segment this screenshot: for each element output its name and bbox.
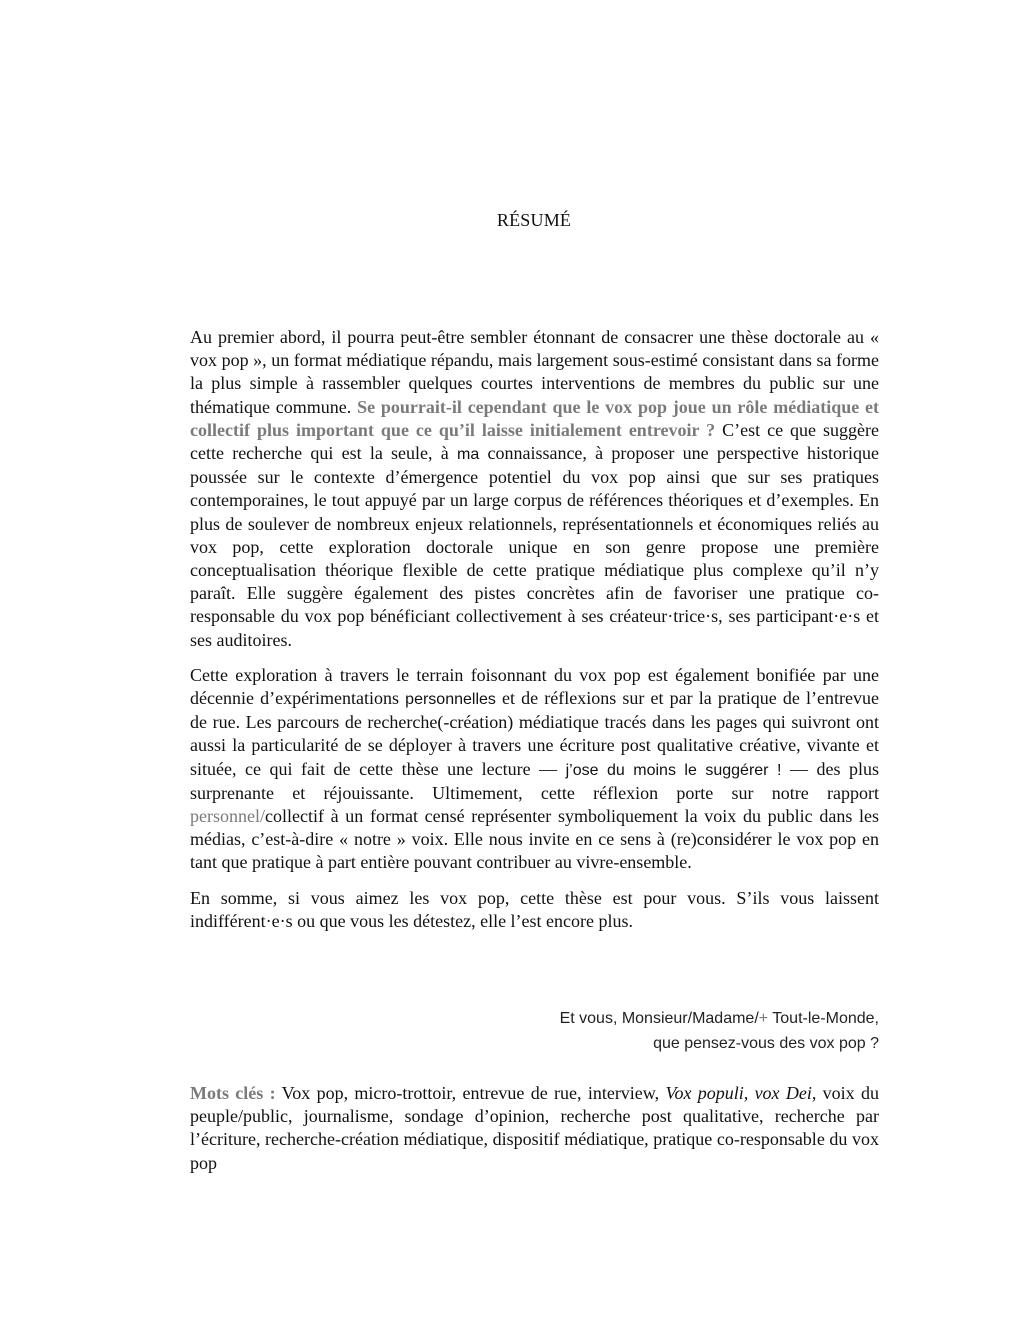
p2-sentence-2: et de réflexions sur et par la pratique de l’entrevue de rue. Les parcours de recherche(-création) médiatique tracés dans les pages qui suivront ont aussi la particularité de se déployer à travers une écriture post qualitative créative, vivante et située, ce qui fait de cette thèse une lecture — [190, 688, 879, 779]
paragraph-2 [190, 664, 879, 875]
abstract-body [190, 326, 879, 945]
keywords-part-2: , voix du peuple/public, journalisme, sondage d’opinion, recherche post qualitative, recherche par l’écriture, recherche-création médiatique, dispositif médiatique, pratique co-responsable du vox pop [190, 1083, 879, 1173]
keywords-italic: Vox populi, vox Dei [665, 1083, 812, 1103]
p1-sentence-1: Au premier abord, il pourra peut-être sembler étonnant de consacrer une thèse doctorale au « vox pop », un format médiatique répandu, mais largement sous-estimé consistant dans sa forme la plus simple à rassembler quelques courtes interventions de membres du public sur une thématique commune. [190, 327, 879, 417]
signoff-plus: + [758, 1010, 769, 1027]
p1-sentence-3: connaissance, à proposer une perspective historique poussée sur le contexte d’émergence potentiel du vox pop ainsi que sur ses pratiques contemporaines, le tout appuyé par un large corpus de références théoriques et d’exemples. En plus de soulever de nombreux enjeux relationnels, représentationnels et économiques reliés au vox pop, cette exploration doctorale unique en son genre propose une première conceptualisation théorique flexible de cette pratique médiatique plus complexe qu’il n’y paraît. Elle suggère également des pistes concrètes afin de favoriser une pratique co-responsable du vox pop bénéficiant collectivement à ses créateur·trice·s, ses participant·e·s et ses auditoires. [190, 443, 879, 650]
signoff-line-1 [190, 1006, 879, 1031]
keywords-part-1: Vox pop, micro-trottoir, entrevue de rue, interview, [275, 1083, 666, 1103]
signoff-line-1-a: Et vous, Monsieur/Madame/ [559, 1010, 759, 1027]
paragraph-3: En somme, si vous aimez les vox pop, cette thèse est pour vous. S’ils vous laissent indifférent·e·s ou que vous les détestez, elle l’est encore plus. [190, 887, 879, 931]
signoff-line-1-b: Tout-le-Monde, [768, 1010, 879, 1027]
p1-sentence-2: C’est ce que suggère cette recherche qui est la seule, à [190, 419, 879, 464]
page-title: RÉSUMÉ [496, 210, 572, 230]
paragraph-1 [190, 326, 879, 652]
p2-sentence-4: collectif à un format censé représenter symboliquement la voix du public dans les médias, c’est-à-dire « notre » voix. Elle nous invite en ce sens à (re)considérer le vox pop en tant que pratique à part entière pouvant contribuer au vivre-ensemble. [190, 806, 879, 873]
p2-aside: j’ose du moins le suggérer ! [565, 761, 782, 779]
p1-highlight-question: Se pourrait-il cependant que le vox pop joue un rôle médiatique et collectif plus important que ce qu’il laisse initialement entrevoir ? [190, 396, 880, 440]
p2-sentence-1: Cette exploration à travers le terrain foisonnant du vox pop est également bonifiée par une décennie d’expérimentations [190, 664, 879, 709]
keywords-block [190, 1082, 879, 1175]
p2-personnelles: personnelles [405, 691, 496, 709]
signoff [190, 1006, 879, 1056]
p2-sentence-3: — des plus surprenante et réjouissante. Ultimement, cette réflexion porte sur notre rapport [190, 758, 880, 803]
keywords-label: Mots clés : [190, 1083, 276, 1103]
signoff-line-2: que pensez-vous des vox pop ? [653, 1035, 879, 1052]
p1-ma: ma [457, 446, 480, 464]
p2-personnel: personnel/ [190, 806, 265, 827]
